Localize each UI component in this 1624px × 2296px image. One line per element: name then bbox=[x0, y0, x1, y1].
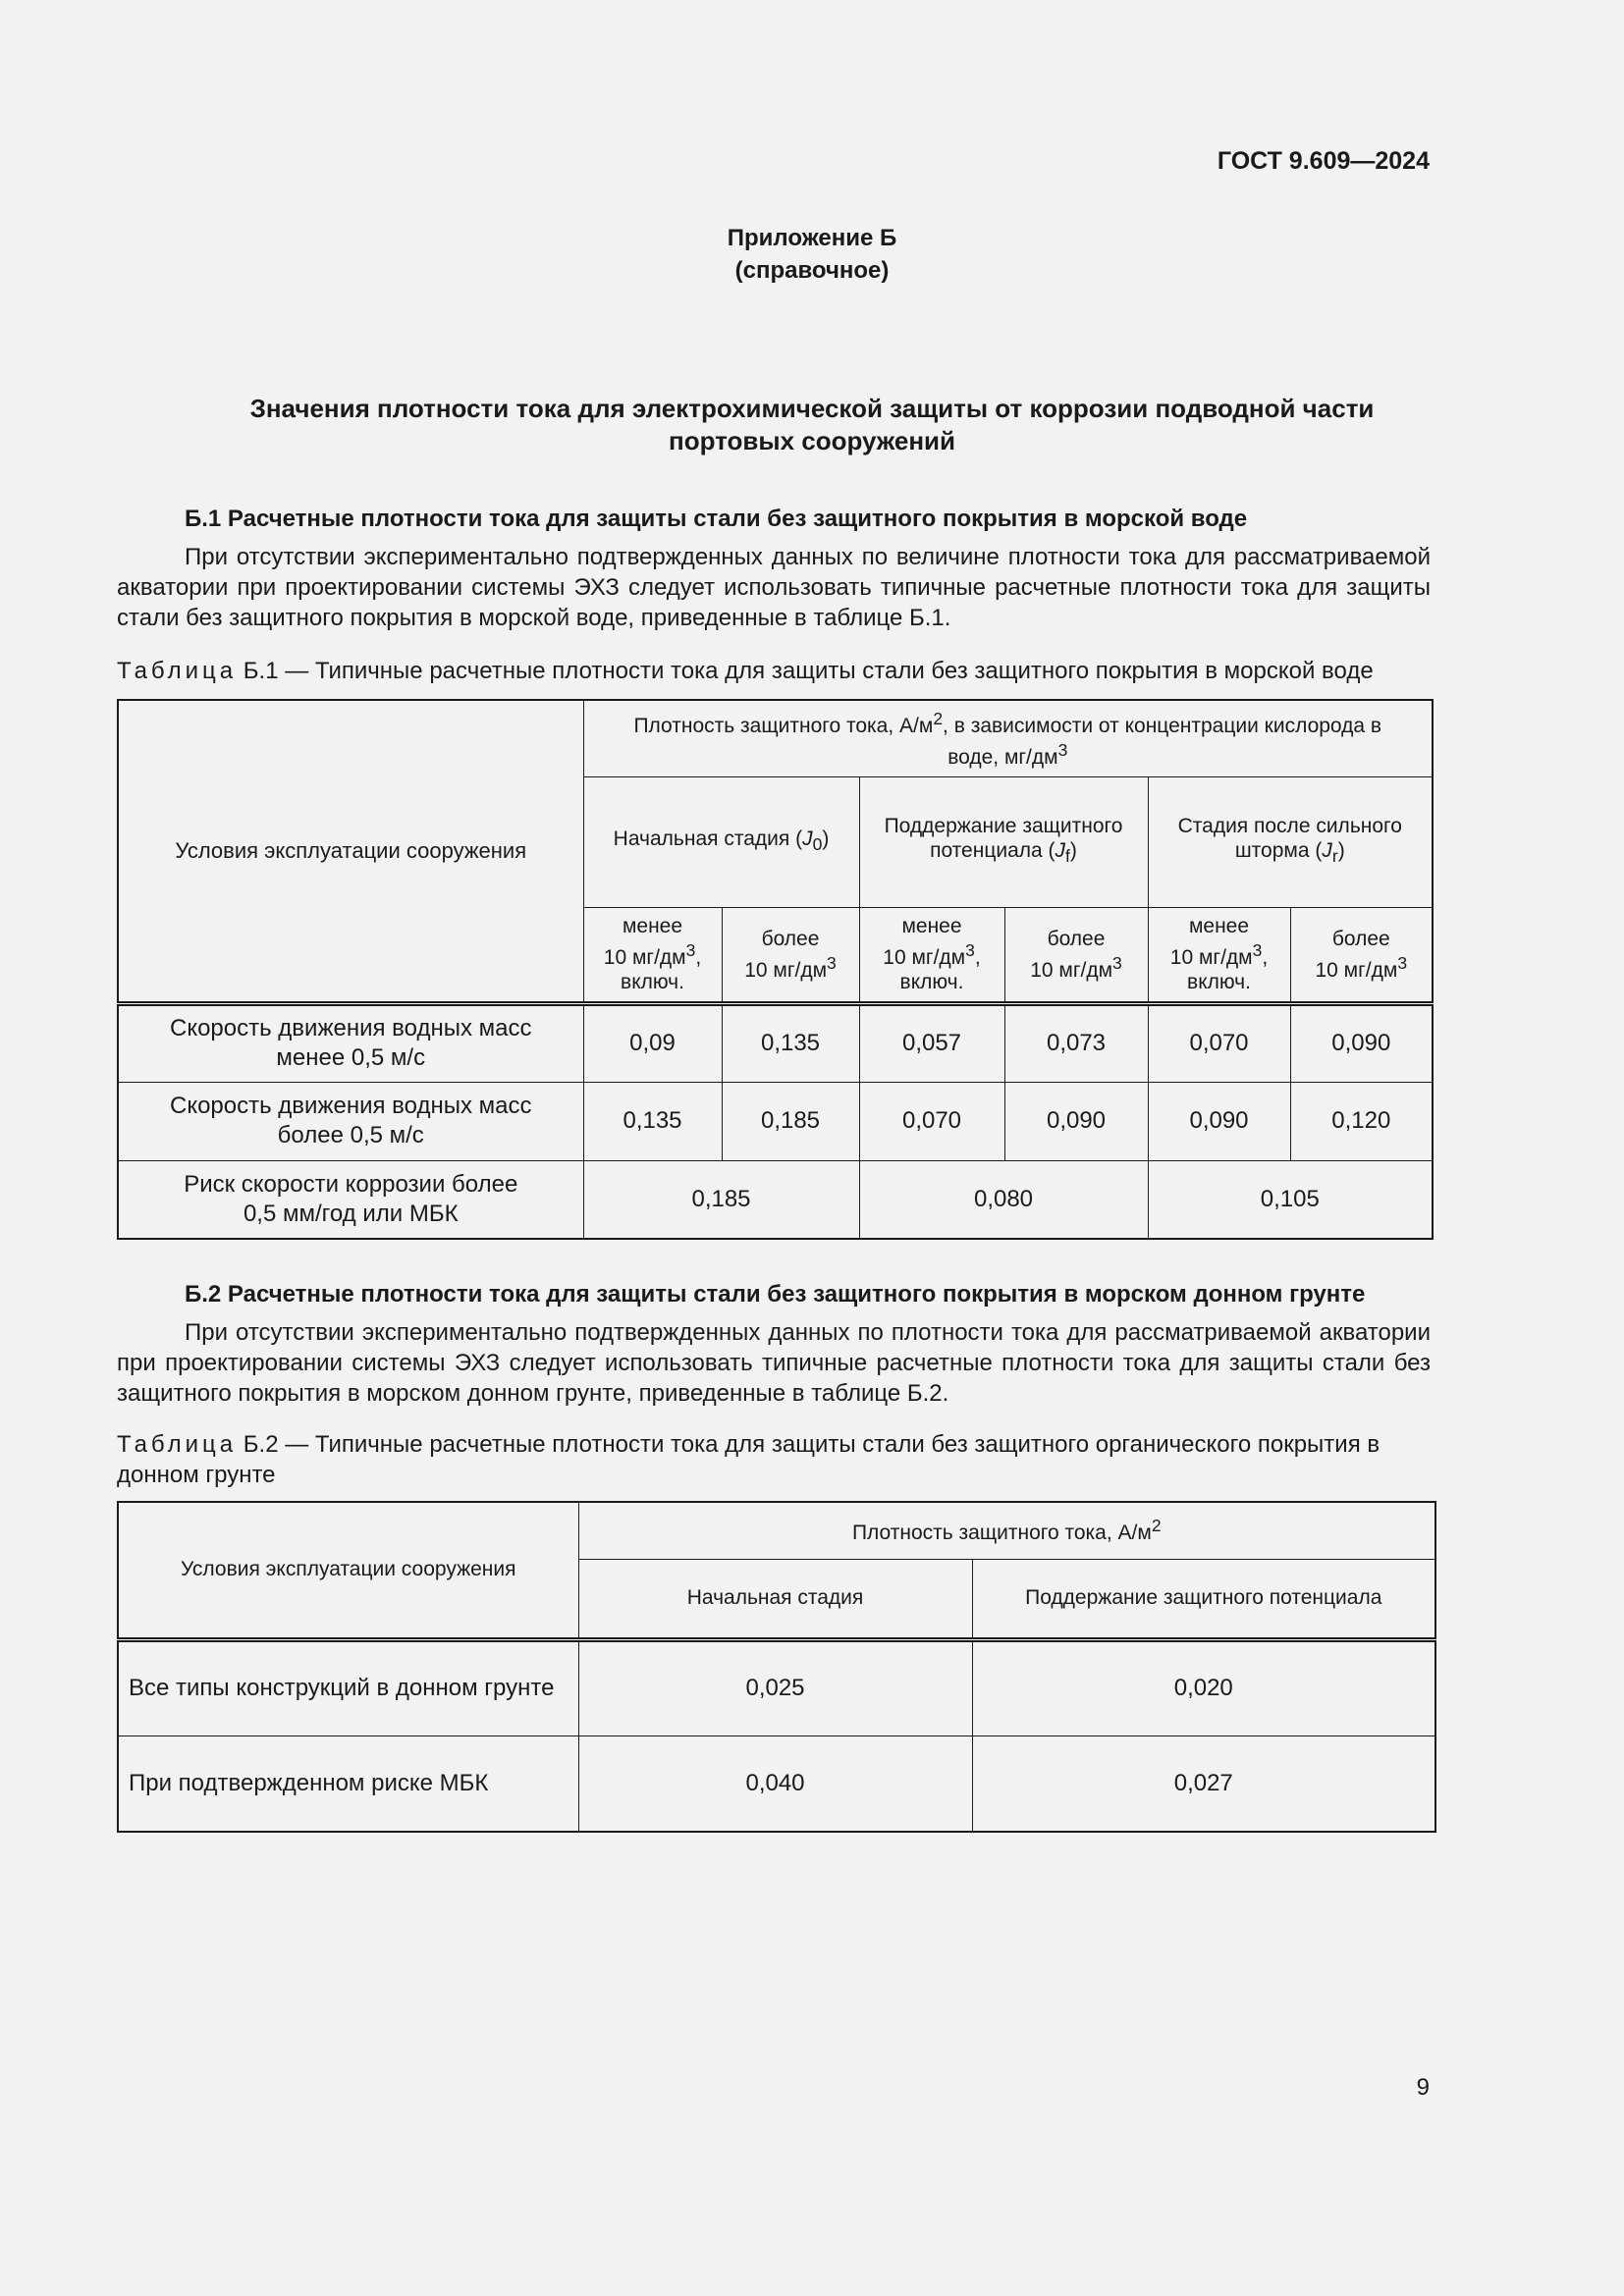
sub-text: менее bbox=[901, 915, 962, 937]
table-cell: 0,185 bbox=[583, 1160, 859, 1239]
header-more-10 bbox=[1004, 907, 1148, 1003]
row-label-line: 0,5 мм/год или МБК bbox=[243, 1200, 459, 1227]
header-maintenance-stage bbox=[859, 776, 1148, 907]
symbol-j: J bbox=[1055, 839, 1066, 863]
row-label-line: Скорость движения водных масс bbox=[169, 1015, 532, 1041]
paren: ) bbox=[1337, 839, 1345, 863]
table-cell: 0,040 bbox=[578, 1735, 972, 1832]
sub-text: включ. bbox=[1187, 971, 1251, 993]
table-caption-label: Таблица bbox=[117, 1431, 238, 1458]
sub-text: менее bbox=[622, 915, 683, 937]
sub-text: 10 мг/дм bbox=[1030, 958, 1113, 982]
header-text-a: Плотность защитного тока, А/м bbox=[633, 715, 934, 738]
section-paragraph-b1: При отсутствии экспериментально подтвержденных данных по величине плотности тока для рассматриваемой акватории при проектировании системы ЭХЗ следует использовать типичные расчетные плотности тока для защиты стали без защитного покрытия в морской воде, приведенные в таблице Б.1. bbox=[117, 544, 1431, 631]
header-text-b: , в зависимости от концентрации кислорода в bbox=[943, 715, 1382, 738]
superscript: 3 bbox=[1397, 952, 1408, 973]
header-text: Плотность защитного тока, А/м bbox=[851, 1522, 1152, 1545]
annex-title: Приложение Б bbox=[727, 225, 897, 251]
table-caption-b2 bbox=[117, 1429, 1431, 1490]
header-initial-stage bbox=[583, 776, 859, 907]
row-label-line: Скорость движения водных масс bbox=[169, 1093, 532, 1119]
row-label-line: Риск скорости коррозии более bbox=[184, 1170, 518, 1198]
table-row bbox=[118, 1735, 1435, 1832]
sub-text: включ. bbox=[899, 971, 964, 993]
table-row bbox=[118, 1003, 1433, 1082]
superscript: 2 bbox=[1151, 1516, 1162, 1536]
table-row bbox=[118, 1082, 1433, 1160]
table-caption-text: Б.2 — Типичные расчетные плотности тока для защиты стали без защитного органического покрытия в донном грунте bbox=[117, 1431, 1380, 1488]
table-cell: 0,105 bbox=[1148, 1160, 1433, 1239]
stage-text: Начальная стадия ( bbox=[613, 827, 803, 850]
superscript: 3 bbox=[965, 940, 975, 960]
sub-text: , bbox=[695, 946, 702, 969]
table-cell: 0,070 bbox=[859, 1082, 1004, 1160]
table-cell: 0,135 bbox=[722, 1003, 859, 1082]
subscript: r bbox=[1331, 846, 1338, 867]
paren: ) bbox=[822, 827, 830, 850]
table-cell: 0,080 bbox=[859, 1160, 1148, 1239]
table-cell: 0,057 bbox=[859, 1003, 1004, 1082]
sub-text: 10 мг/дм bbox=[1169, 946, 1253, 969]
section-heading-b1: Б.1 Расчетные плотности тока для защиты стали без защитного покрытия в морской воде bbox=[185, 506, 1248, 532]
table-cell: 0,073 bbox=[1004, 1003, 1148, 1082]
subscript: 0 bbox=[812, 834, 823, 855]
page-number: 9 bbox=[1416, 2074, 1430, 2101]
annex-type: (справочное) bbox=[734, 257, 890, 284]
page-title-line-1: Значения плотности тока для электрохимической защиты от коррозии подводной части bbox=[249, 394, 1375, 423]
table-cell: 0,135 bbox=[583, 1082, 722, 1160]
subscript: f bbox=[1065, 846, 1070, 867]
symbol-j: J bbox=[1322, 839, 1332, 863]
symbol-j: J bbox=[802, 827, 813, 850]
table-cell: 0,09 bbox=[583, 1003, 722, 1082]
sub-text: более bbox=[761, 927, 820, 950]
header-more-10 bbox=[1290, 907, 1433, 1003]
header-conditions: Условия эксплуатации сооружения bbox=[118, 1502, 578, 1639]
sub-text: менее bbox=[1188, 915, 1250, 937]
row-label-line: менее 0,5 м/с bbox=[276, 1044, 426, 1071]
row-label bbox=[118, 1003, 583, 1082]
table-cell: 0,090 bbox=[1004, 1082, 1148, 1160]
section-paragraph-b2: При отсутствии экспериментально подтвержденных данных по плотности тока для рассматриваемой акватории при проектировании системы ЭХЗ следует использовать типичные расчетные плотности тока для защиты стали без защитного покрытия в морском донном грунте, приведенные в таблице Б.2. bbox=[117, 1319, 1431, 1407]
sub-text: 10 мг/дм bbox=[883, 946, 966, 969]
sub-text: , bbox=[974, 946, 981, 969]
table-row bbox=[118, 1639, 1435, 1735]
sub-text: более bbox=[1047, 927, 1106, 950]
sub-text: включ. bbox=[621, 971, 684, 993]
document-code: ГОСТ 9.609—2024 bbox=[1217, 147, 1430, 175]
sub-text: 10 мг/дм bbox=[1315, 958, 1398, 982]
table-caption-b1 bbox=[117, 656, 1431, 686]
stage-text: потенциала ( bbox=[930, 839, 1056, 863]
table-cell: 0,090 bbox=[1290, 1003, 1433, 1082]
sub-text: , bbox=[1262, 946, 1269, 969]
sub-text: 10 мг/дм bbox=[603, 946, 686, 969]
superscript: 2 bbox=[933, 709, 944, 729]
page-title bbox=[147, 393, 1477, 457]
table-caption-label: Таблица bbox=[117, 658, 238, 684]
superscript: 3 bbox=[1252, 940, 1263, 960]
table-cell: 0,090 bbox=[1148, 1082, 1290, 1160]
table-caption-text: Б.1 — Типичные расчетные плотности тока для защиты стали без защитного покрытия в морской воде bbox=[237, 658, 1374, 684]
header-conditions: Условия эксплуатации сооружения bbox=[118, 700, 583, 1003]
header-current-density bbox=[578, 1502, 1435, 1559]
superscript: 3 bbox=[1112, 952, 1122, 973]
row-label bbox=[118, 1082, 583, 1160]
table-row bbox=[118, 1160, 1433, 1239]
table-cell: 0,070 bbox=[1148, 1003, 1290, 1082]
stage-text: Стадия после сильного bbox=[1177, 815, 1402, 838]
header-maintenance-stage: Поддержание защитного потенциала bbox=[972, 1559, 1435, 1639]
table-cell: 0,185 bbox=[722, 1082, 859, 1160]
header-post-storm-stage bbox=[1148, 776, 1433, 907]
stage-text: шторма ( bbox=[1234, 839, 1323, 863]
sub-text: более bbox=[1331, 927, 1390, 950]
table-b2 bbox=[117, 1501, 1436, 1833]
row-label-line: более 0,5 м/с bbox=[277, 1122, 424, 1148]
header-initial-stage: Начальная стадия bbox=[578, 1559, 972, 1639]
header-text-c: воде, мг/дм bbox=[947, 746, 1058, 770]
paren: ) bbox=[1069, 839, 1077, 863]
table-cell: 0,027 bbox=[972, 1735, 1435, 1832]
row-label: При подтвержденном риске МБК bbox=[118, 1735, 578, 1832]
table-cell: 0,120 bbox=[1290, 1082, 1433, 1160]
row-label: Все типы конструкций в донном грунте bbox=[118, 1639, 578, 1735]
header-more-10 bbox=[722, 907, 859, 1003]
superscript: 3 bbox=[827, 952, 837, 973]
table-cell: 0,020 bbox=[972, 1639, 1435, 1735]
header-current-density bbox=[583, 700, 1433, 776]
page-title-line-2: портовых сооружений bbox=[668, 426, 956, 455]
row-label bbox=[118, 1160, 583, 1239]
superscript: 3 bbox=[685, 940, 696, 960]
table-cell: 0,025 bbox=[578, 1639, 972, 1735]
header-less-10 bbox=[1148, 907, 1290, 1003]
section-heading-b2: Б.2 Расчетные плотности тока для защиты стали без защитного покрытия в морском донном грунте bbox=[185, 1281, 1366, 1308]
sub-text: 10 мг/дм bbox=[744, 958, 828, 982]
header-less-10 bbox=[859, 907, 1004, 1003]
table-b1 bbox=[117, 699, 1434, 1240]
header-less-10 bbox=[583, 907, 722, 1003]
superscript: 3 bbox=[1057, 740, 1068, 761]
stage-text: Поддержание защитного bbox=[884, 815, 1123, 838]
